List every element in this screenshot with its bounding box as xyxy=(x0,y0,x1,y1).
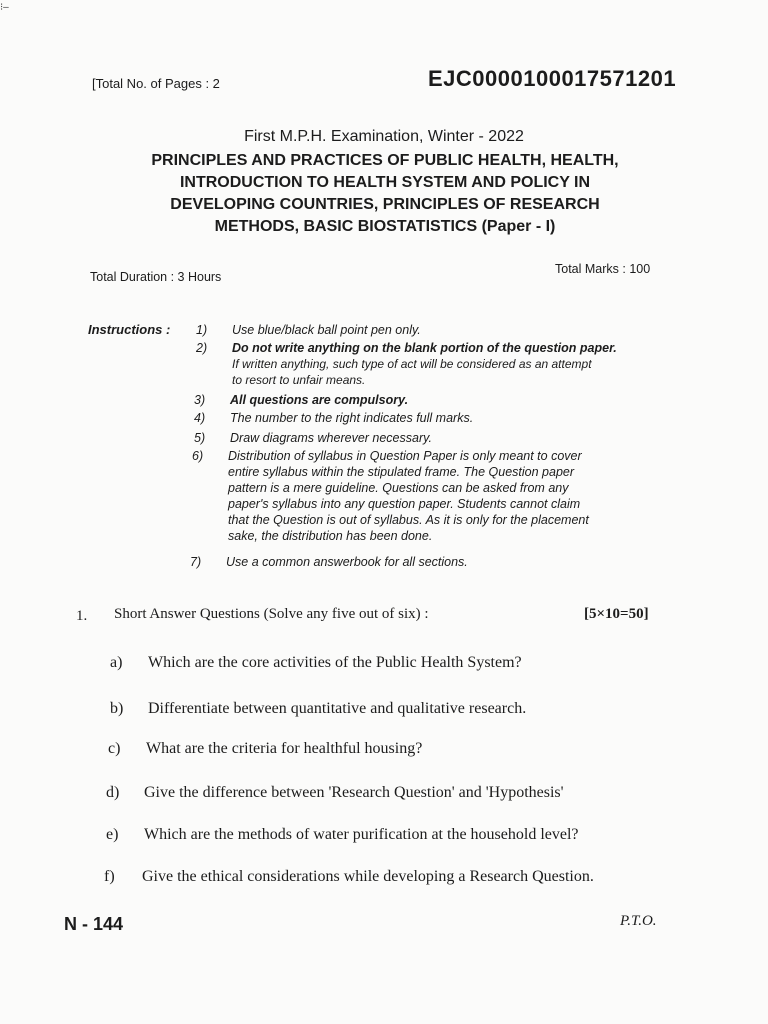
instruction-number: 1) xyxy=(196,323,208,337)
instruction-text: Draw diagrams wherever necessary. xyxy=(230,431,432,445)
sub-question-label: c) xyxy=(108,740,121,757)
total-duration: Total Duration : 3 Hours xyxy=(90,270,222,284)
instruction-number: 3) xyxy=(194,393,206,407)
instruction-number: 5) xyxy=(194,431,206,445)
sub-question-text: What are the criteria for healthful housing? xyxy=(146,740,423,757)
instruction-text: sake, the distribution has been done. xyxy=(228,529,433,543)
sub-question-text: Give the ethical considerations while developing a Research Question. xyxy=(142,868,594,885)
instruction-text: that the Question is out of syllabus. As it is only for the placement xyxy=(228,513,589,527)
instructions-label: Instructions : xyxy=(88,322,171,337)
corner-mark: ⁝– xyxy=(0,2,9,13)
sub-question xyxy=(108,740,668,760)
sub-question xyxy=(106,826,686,846)
sub-question xyxy=(110,700,670,720)
sub-question xyxy=(106,784,676,804)
sub-question-text: Give the difference between 'Research Question' and 'Hypothesis' xyxy=(144,784,564,801)
sub-question-text: Differentiate between quantitative and qualitative research. xyxy=(148,700,527,717)
instruction-item xyxy=(190,554,670,570)
exam-title: First M.P.H. Examination, Winter - 2022 xyxy=(244,128,524,145)
subject-line: INTRODUCTION TO HEALTH SYSTEM AND POLICY IN xyxy=(179,174,591,191)
sub-question-label: e) xyxy=(106,826,119,843)
sub-question-text: Which are the methods of water purification at the household level? xyxy=(144,826,579,843)
sub-question-text: Which are the core activities of the Public Health System? xyxy=(148,654,522,671)
instruction-text: If written anything, such type of act will be considered as an attempt xyxy=(232,357,592,371)
question-number: 1. xyxy=(76,608,88,624)
instruction-text: Use blue/black ball point pen only. xyxy=(232,323,421,337)
footer-paper-code: N - 144 xyxy=(64,914,124,934)
paper-code: EJC0000100017571201 xyxy=(428,66,677,91)
instruction-item xyxy=(196,322,676,338)
instruction-number: 6) xyxy=(192,449,204,463)
instruction-item xyxy=(194,392,674,408)
sub-question xyxy=(104,868,694,888)
total-pages-label: [Total No. of Pages : 2 xyxy=(92,76,220,91)
instruction-item xyxy=(194,430,674,446)
question-marks: [5×10=50] xyxy=(584,606,649,622)
instruction-number: 2) xyxy=(196,341,208,355)
instruction-number: 7) xyxy=(190,555,202,569)
instruction-text: Distribution of syllabus in Question Paper is only meant to cover xyxy=(228,449,582,463)
instruction-text: entire syllabus within the stipulated frame. The Question paper xyxy=(228,465,575,479)
instruction-number: 4) xyxy=(194,411,206,425)
subject-line: DEVELOPING COUNTRIES, PRINCIPLES OF RESEARCH xyxy=(170,196,600,213)
instruction-text: paper's syllabus into any question paper. Students cannot claim xyxy=(228,497,581,511)
sub-question-label: f) xyxy=(104,868,115,885)
sub-question-label: b) xyxy=(110,700,124,717)
instruction-item xyxy=(192,448,692,548)
subject-line: PRINCIPLES AND PRACTICES OF PUBLIC HEALTH, HEALTH, xyxy=(151,152,619,169)
instruction-text: pattern is a mere guideline. Questions can be asked from any xyxy=(228,481,569,495)
total-marks: Total Marks : 100 xyxy=(555,262,651,276)
instruction-text: The number to the right indicates full marks. xyxy=(230,411,474,425)
sub-question xyxy=(110,654,670,674)
instruction-item xyxy=(194,410,674,426)
question-heading: Short Answer Questions (Solve any five out of six) : xyxy=(114,606,429,622)
sub-question-label: d) xyxy=(106,784,120,801)
pto-label: P.T.O. xyxy=(620,913,657,929)
instruction-text: Use a common answerbook for all sections. xyxy=(226,555,468,569)
instruction-text: Do not write anything on the blank portion of the question paper. xyxy=(232,341,617,355)
subject-line: METHODS, BASIC BIOSTATISTICS (Paper - I) xyxy=(214,218,556,235)
subject-title xyxy=(90,150,680,238)
instruction-text: All questions are compulsory. xyxy=(230,393,409,407)
instruction-text: to resort to unfair means. xyxy=(232,373,366,387)
sub-question-label: a) xyxy=(110,654,123,671)
instruction-item xyxy=(196,340,676,390)
